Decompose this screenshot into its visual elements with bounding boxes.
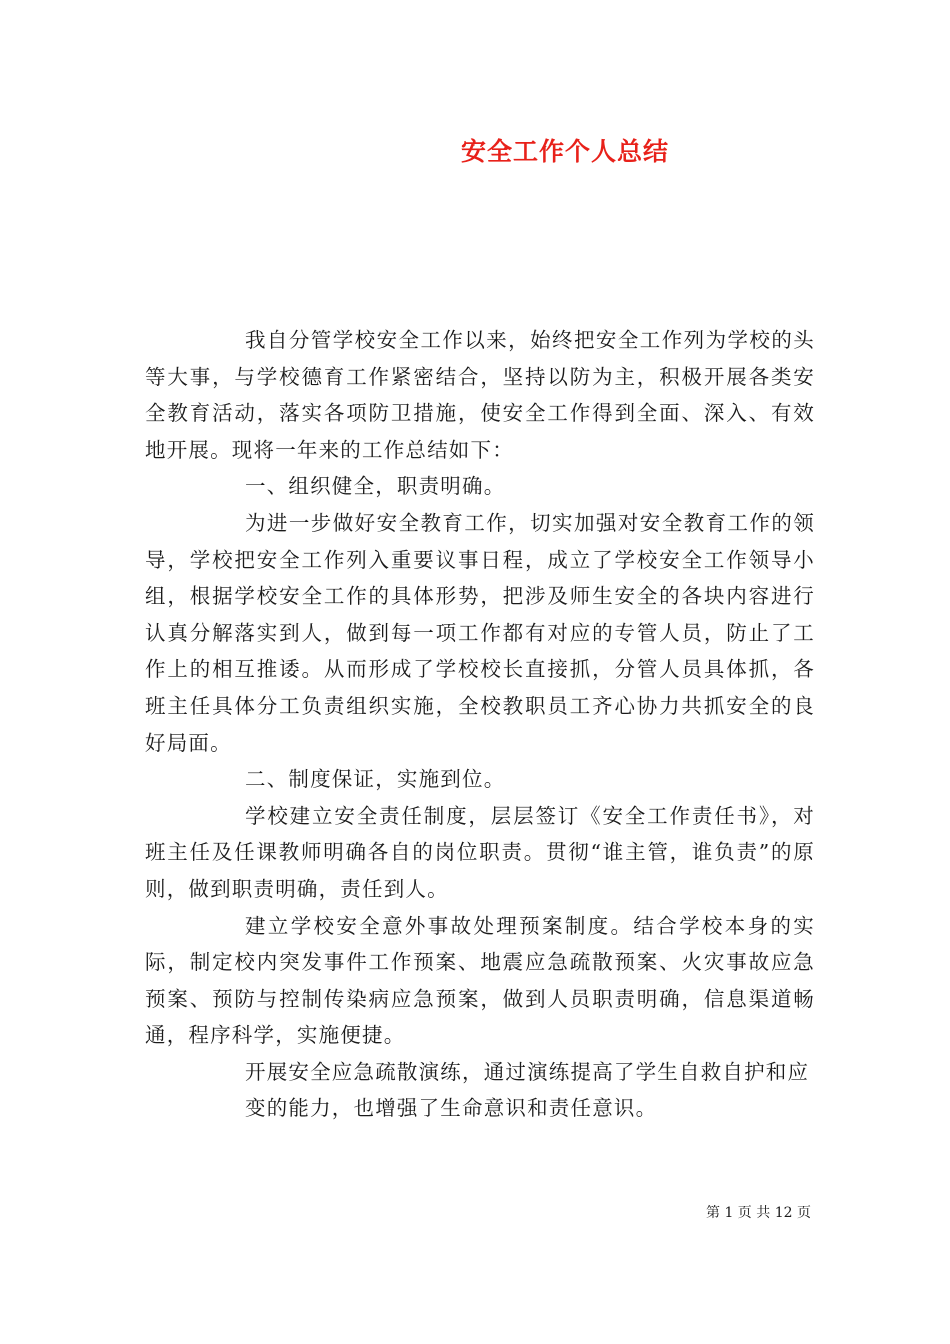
- section-heading-1: 一、组织健全，职责明确。: [245, 474, 506, 499]
- paragraph-section-1: 为进一步做好安全教育工作，切实加强对安全教育工作的领导，学校把安全工作列入重要议事日程，成立了学校安全工作领导小组，根据学校安全工作的具体形势，把涉及师生安全的各块内容进行认真分解落实到人，做到每一项工作都有对应的专管人员，防止了工作上的相互推诿。从而形成了学校校长直接抓，分管人员具体抓，各班主任具体分工负责组织实施，全校教职员工齐心协力共抓安全的良好局面。: [145, 510, 815, 755]
- paragraph-drill-continued: 变的能力，也增强了生命意识和责任意识。: [245, 1096, 658, 1121]
- page-number: 第 1 页 共 12 页: [706, 1205, 811, 1221]
- paragraph-intro: 我自分管学校安全工作以来，始终把安全工作列为学校的头等大事，与学校德育工作紧密结合，坚持以防为主，积极开展各类安全教育活动，落实各项防卫措施，使安全工作得到全面、深入、有效地开展。现将一年来的工作总结如下：: [145, 328, 815, 462]
- document-title: 安全工作个人总结: [460, 137, 669, 166]
- paragraph-responsibility: 学校建立安全责任制度，层层签订《安全工作责任书》，对班主任及任课教师明确各自的岗位职责。贯彻“谁主管，谁负责”的原则，做到职责明确，责任到人。: [145, 803, 815, 901]
- paragraph-emergency-plan: 建立学校安全意外事故处理预案制度。结合学校本身的实际，制定校内突发事件工作预案、地震应急疏散预案、火灾事故应急预案、预防与控制传染病应急预案，做到人员职责明确，信息渠道畅通，程序科学，实施便捷。: [145, 913, 815, 1048]
- section-heading-2: 二、制度保证，实施到位。: [245, 767, 506, 792]
- paragraph-drill: 开展安全应急疏散演练，通过演练提高了学生自救自护和应: [245, 1059, 810, 1084]
- document-body: [145, 322, 815, 1127]
